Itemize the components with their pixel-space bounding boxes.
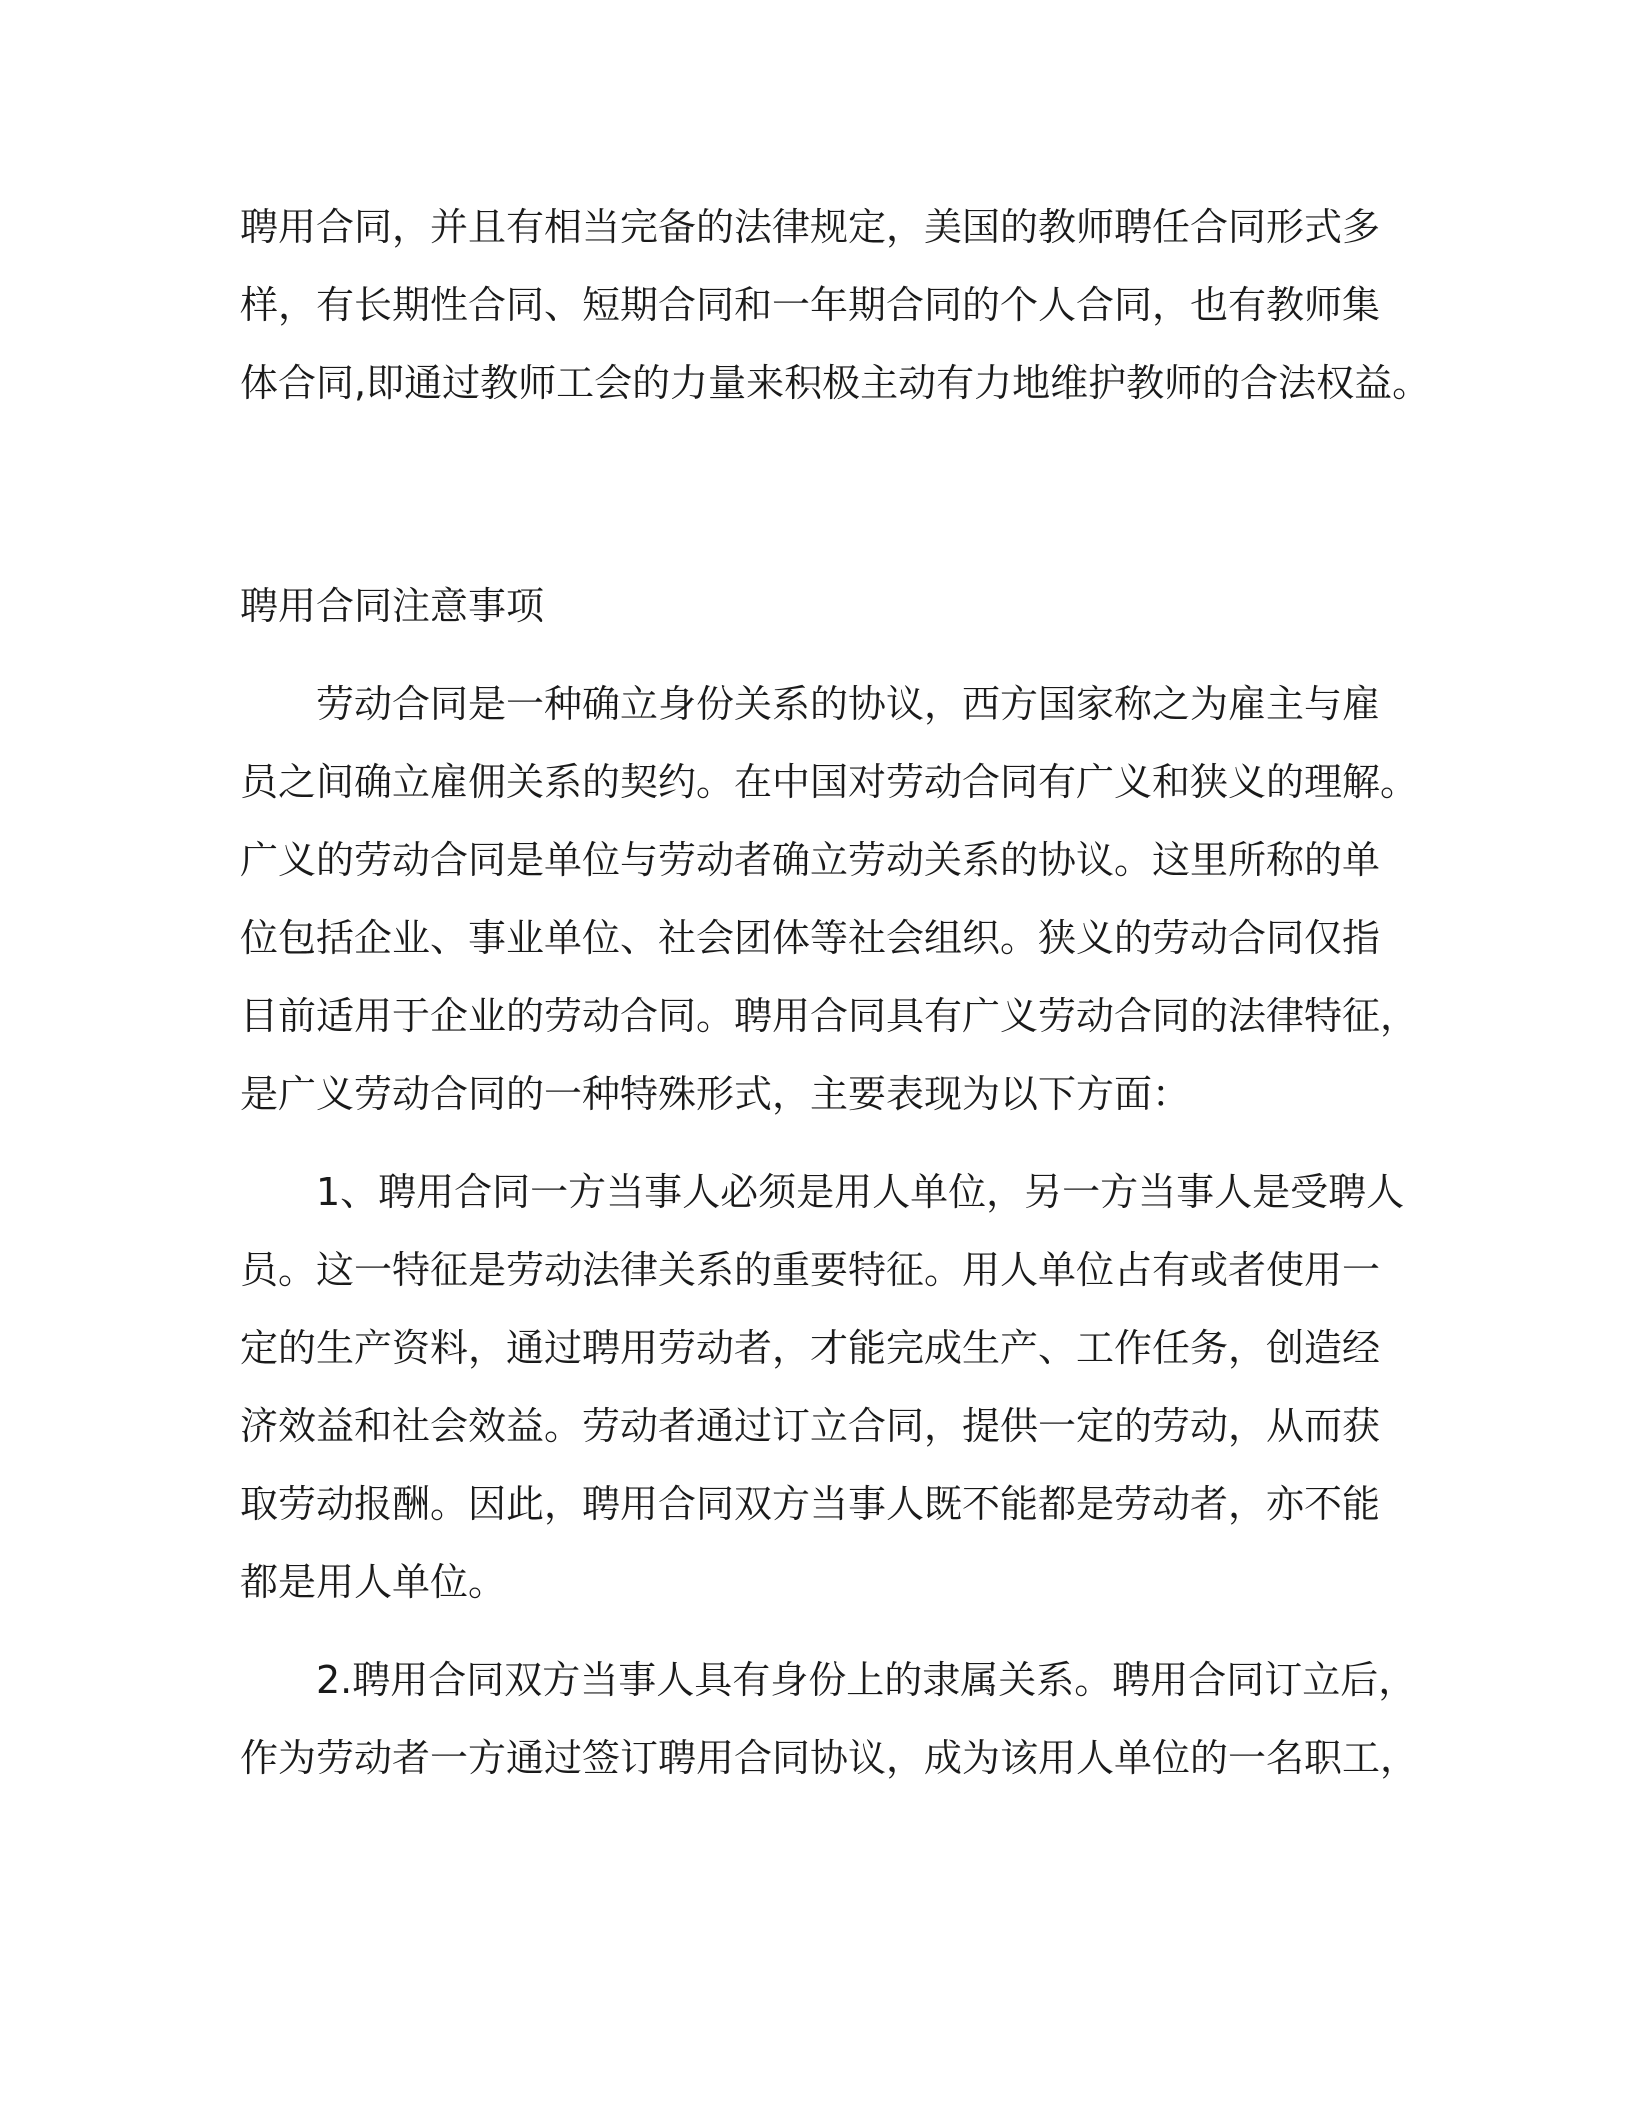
text-line: 济效益和社会效益。劳动者通过订立合同，提供一定的劳动，从而获	[240, 1404, 1381, 1448]
text-line: 体合同,即通过教师工会的力量来积极主动有力地维护教师的合法权益。	[240, 361, 1431, 405]
text-line: 劳动合同是一种确立身份关系的协议，西方国家称之为雇主与雇	[316, 682, 1381, 726]
paragraph-1	[240, 665, 1419, 1133]
text-line: 都是用人单位。	[240, 1560, 507, 1604]
text-line: 1、聘用合同一方当事人必须是用人单位，另一方当事人是受聘人	[316, 1170, 1405, 1214]
text-line: 是广义劳动合同的一种特殊形式，主要表现为以下方面：	[240, 1072, 1191, 1116]
text-line: 目前适用于企业的劳动合同。聘用合同具有广义劳动合同的法律特征，	[240, 994, 1419, 1038]
section-heading: 聘用合同注意事项	[240, 584, 545, 628]
text-line: 2.聘用合同双方当事人具有身份上的隶属关系。聘用合同订立后，	[316, 1658, 1417, 1702]
text-line: 聘用合同，并且有相当完备的法律规定，美国的教师聘任合同形式多	[240, 205, 1381, 249]
text-line: 取劳动报酬。因此，聘用合同双方当事人既不能都是劳动者，亦不能	[240, 1482, 1381, 1526]
document-page	[240, 188, 1431, 1797]
paragraph-3	[240, 1641, 1419, 1797]
paragraph-2	[240, 1153, 1405, 1621]
text-line: 位包括企业、事业单位、社会团体等社会组织。狭义的劳动合同仅指	[240, 916, 1381, 960]
text-line: 作为劳动者一方通过签订聘用合同协议，成为该用人单位的一名职工，	[240, 1736, 1419, 1780]
intro-paragraph	[240, 188, 1431, 422]
text-line: 样，有长期性合同、短期合同和一年期合同的个人合同，也有教师集	[240, 283, 1381, 327]
text-line: 员。这一特征是劳动法律关系的重要特征。用人单位占有或者使用一	[240, 1248, 1381, 1292]
text-line: 定的生产资料，通过聘用劳动者，才能完成生产、工作任务，创造经	[240, 1326, 1381, 1370]
text-line: 广义的劳动合同是单位与劳动者确立劳动关系的协议。这里所称的单	[240, 838, 1381, 882]
text-line: 员之间确立雇佣关系的契约。在中国对劳动合同有广义和狭义的理解。	[240, 760, 1419, 804]
